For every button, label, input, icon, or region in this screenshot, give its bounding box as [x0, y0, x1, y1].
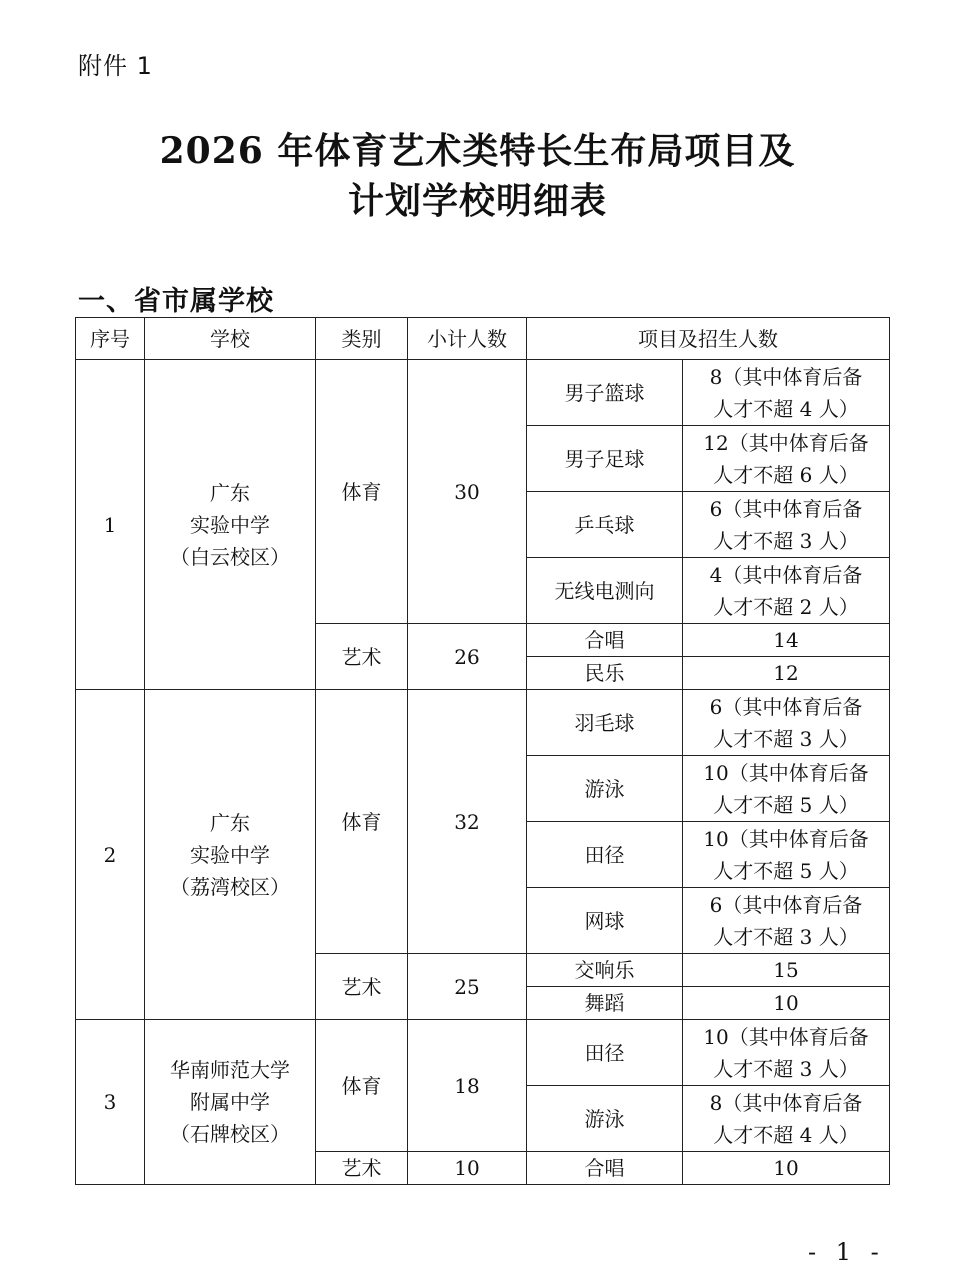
quota-cell [683, 756, 890, 822]
subtotal-cell: 32 [408, 690, 527, 954]
enrollment-plan-table [75, 317, 890, 1185]
subtotal-cell: 25 [408, 954, 527, 1020]
quota-cell [683, 558, 890, 624]
project-cell: 田径 [527, 1020, 683, 1086]
attachment-label: 附件 1 [78, 52, 153, 80]
quota-cell [683, 1086, 890, 1152]
category-cell: 体育 [316, 1020, 408, 1152]
project-cell: 合唱 [527, 624, 683, 657]
quota-line: 8（其中体育后备 [709, 1090, 863, 1115]
quota-cell: 15 [683, 954, 890, 987]
project-cell: 田径 [527, 822, 683, 888]
school-name-cell [145, 360, 316, 690]
project-cell: 男子篮球 [527, 360, 683, 426]
project-cell: 民乐 [527, 657, 683, 690]
column-header: 类别 [316, 318, 408, 360]
quota-cell [683, 888, 890, 954]
quota-line: 6（其中体育后备 [709, 694, 863, 719]
serial-number-cell: 1 [76, 360, 145, 690]
subtotal-cell: 18 [408, 1020, 527, 1152]
project-cell: 羽毛球 [527, 690, 683, 756]
quota-line: 人才不超 3 人） [713, 1056, 859, 1081]
school-name-line: （石牌校区） [170, 1122, 290, 1146]
project-cell: 男子足球 [527, 426, 683, 492]
title-line-2: 计划学校明细表 [347, 180, 607, 222]
quota-cell: 10 [683, 987, 890, 1020]
serial-number-cell: 3 [76, 1020, 145, 1185]
quota-cell: 12 [683, 657, 890, 690]
category-cell: 体育 [316, 360, 408, 624]
quota-line: 10（其中体育后备 [703, 760, 869, 785]
title-line-1: 2026 年体育艺术类特长生布局项目及 [159, 130, 796, 172]
school-name-line: 广东 [210, 480, 250, 505]
project-cell: 交响乐 [527, 954, 683, 987]
column-header: 项目及招生人数 [527, 318, 890, 360]
school-name-line: 实验中学 [190, 842, 270, 867]
quota-line: 人才不超 5 人） [713, 858, 859, 883]
quota-line: 6（其中体育后备 [709, 496, 863, 521]
project-cell: 游泳 [527, 756, 683, 822]
quota-cell [683, 492, 890, 558]
project-cell: 舞蹈 [527, 987, 683, 1020]
quota-line: 12（其中体育后备 [703, 430, 869, 455]
subtotal-cell: 26 [408, 624, 527, 690]
quota-line: 人才不超 4 人） [713, 396, 859, 421]
project-cell: 无线电测向 [527, 558, 683, 624]
quota-line: 10（其中体育后备 [703, 1024, 869, 1049]
school-name-cell [145, 690, 316, 1020]
column-header: 小计人数 [408, 318, 527, 360]
project-cell: 合唱 [527, 1152, 683, 1185]
quota-line: 人才不超 2 人） [713, 594, 859, 619]
school-name-line: 华南师范大学 [170, 1058, 290, 1082]
quota-line: 人才不超 4 人） [713, 1122, 859, 1147]
serial-number-cell: 2 [76, 690, 145, 1020]
subtotal-cell: 30 [408, 360, 527, 624]
quota-line: 8（其中体育后备 [709, 364, 863, 389]
section-title: 一、省市属学校 [78, 286, 274, 317]
quota-line: 6（其中体育后备 [709, 892, 863, 917]
quota-cell [683, 690, 890, 756]
subtotal-cell: 10 [408, 1152, 527, 1185]
quota-cell: 14 [683, 624, 890, 657]
table-header-row [76, 318, 890, 360]
school-name-line: （荔湾校区） [170, 874, 290, 899]
quota-line: 10（其中体育后备 [703, 826, 869, 851]
school-name-line: 实验中学 [190, 512, 270, 537]
school-name-cell [145, 1020, 316, 1185]
project-cell: 乒乓球 [527, 492, 683, 558]
quota-line: 人才不超 3 人） [713, 924, 859, 949]
project-cell: 游泳 [527, 1086, 683, 1152]
quota-cell [683, 822, 890, 888]
quota-line: 人才不超 5 人） [713, 792, 859, 817]
document-title [0, 126, 955, 226]
quota-line: 人才不超 3 人） [713, 528, 859, 553]
school-name-line: （白云校区） [170, 544, 290, 569]
quota-cell: 10 [683, 1152, 890, 1185]
quota-line: 人才不超 6 人） [713, 462, 859, 487]
table-row [76, 1020, 890, 1086]
column-header: 序号 [76, 318, 145, 360]
category-cell: 艺术 [316, 1152, 408, 1185]
table-row [76, 360, 890, 426]
quota-cell [683, 1020, 890, 1086]
table-row [76, 690, 890, 756]
school-name-line: 附属中学 [190, 1090, 270, 1114]
quota-cell [683, 426, 890, 492]
category-cell: 艺术 [316, 954, 408, 1020]
quota-cell [683, 360, 890, 426]
page-number: - 1 - [808, 1238, 885, 1266]
school-name-line: 广东 [210, 810, 250, 835]
quota-line: 人才不超 3 人） [713, 726, 859, 751]
category-cell: 体育 [316, 690, 408, 954]
column-header: 学校 [145, 318, 316, 360]
category-cell: 艺术 [316, 624, 408, 690]
project-cell: 网球 [527, 888, 683, 954]
quota-line: 4（其中体育后备 [709, 562, 863, 587]
